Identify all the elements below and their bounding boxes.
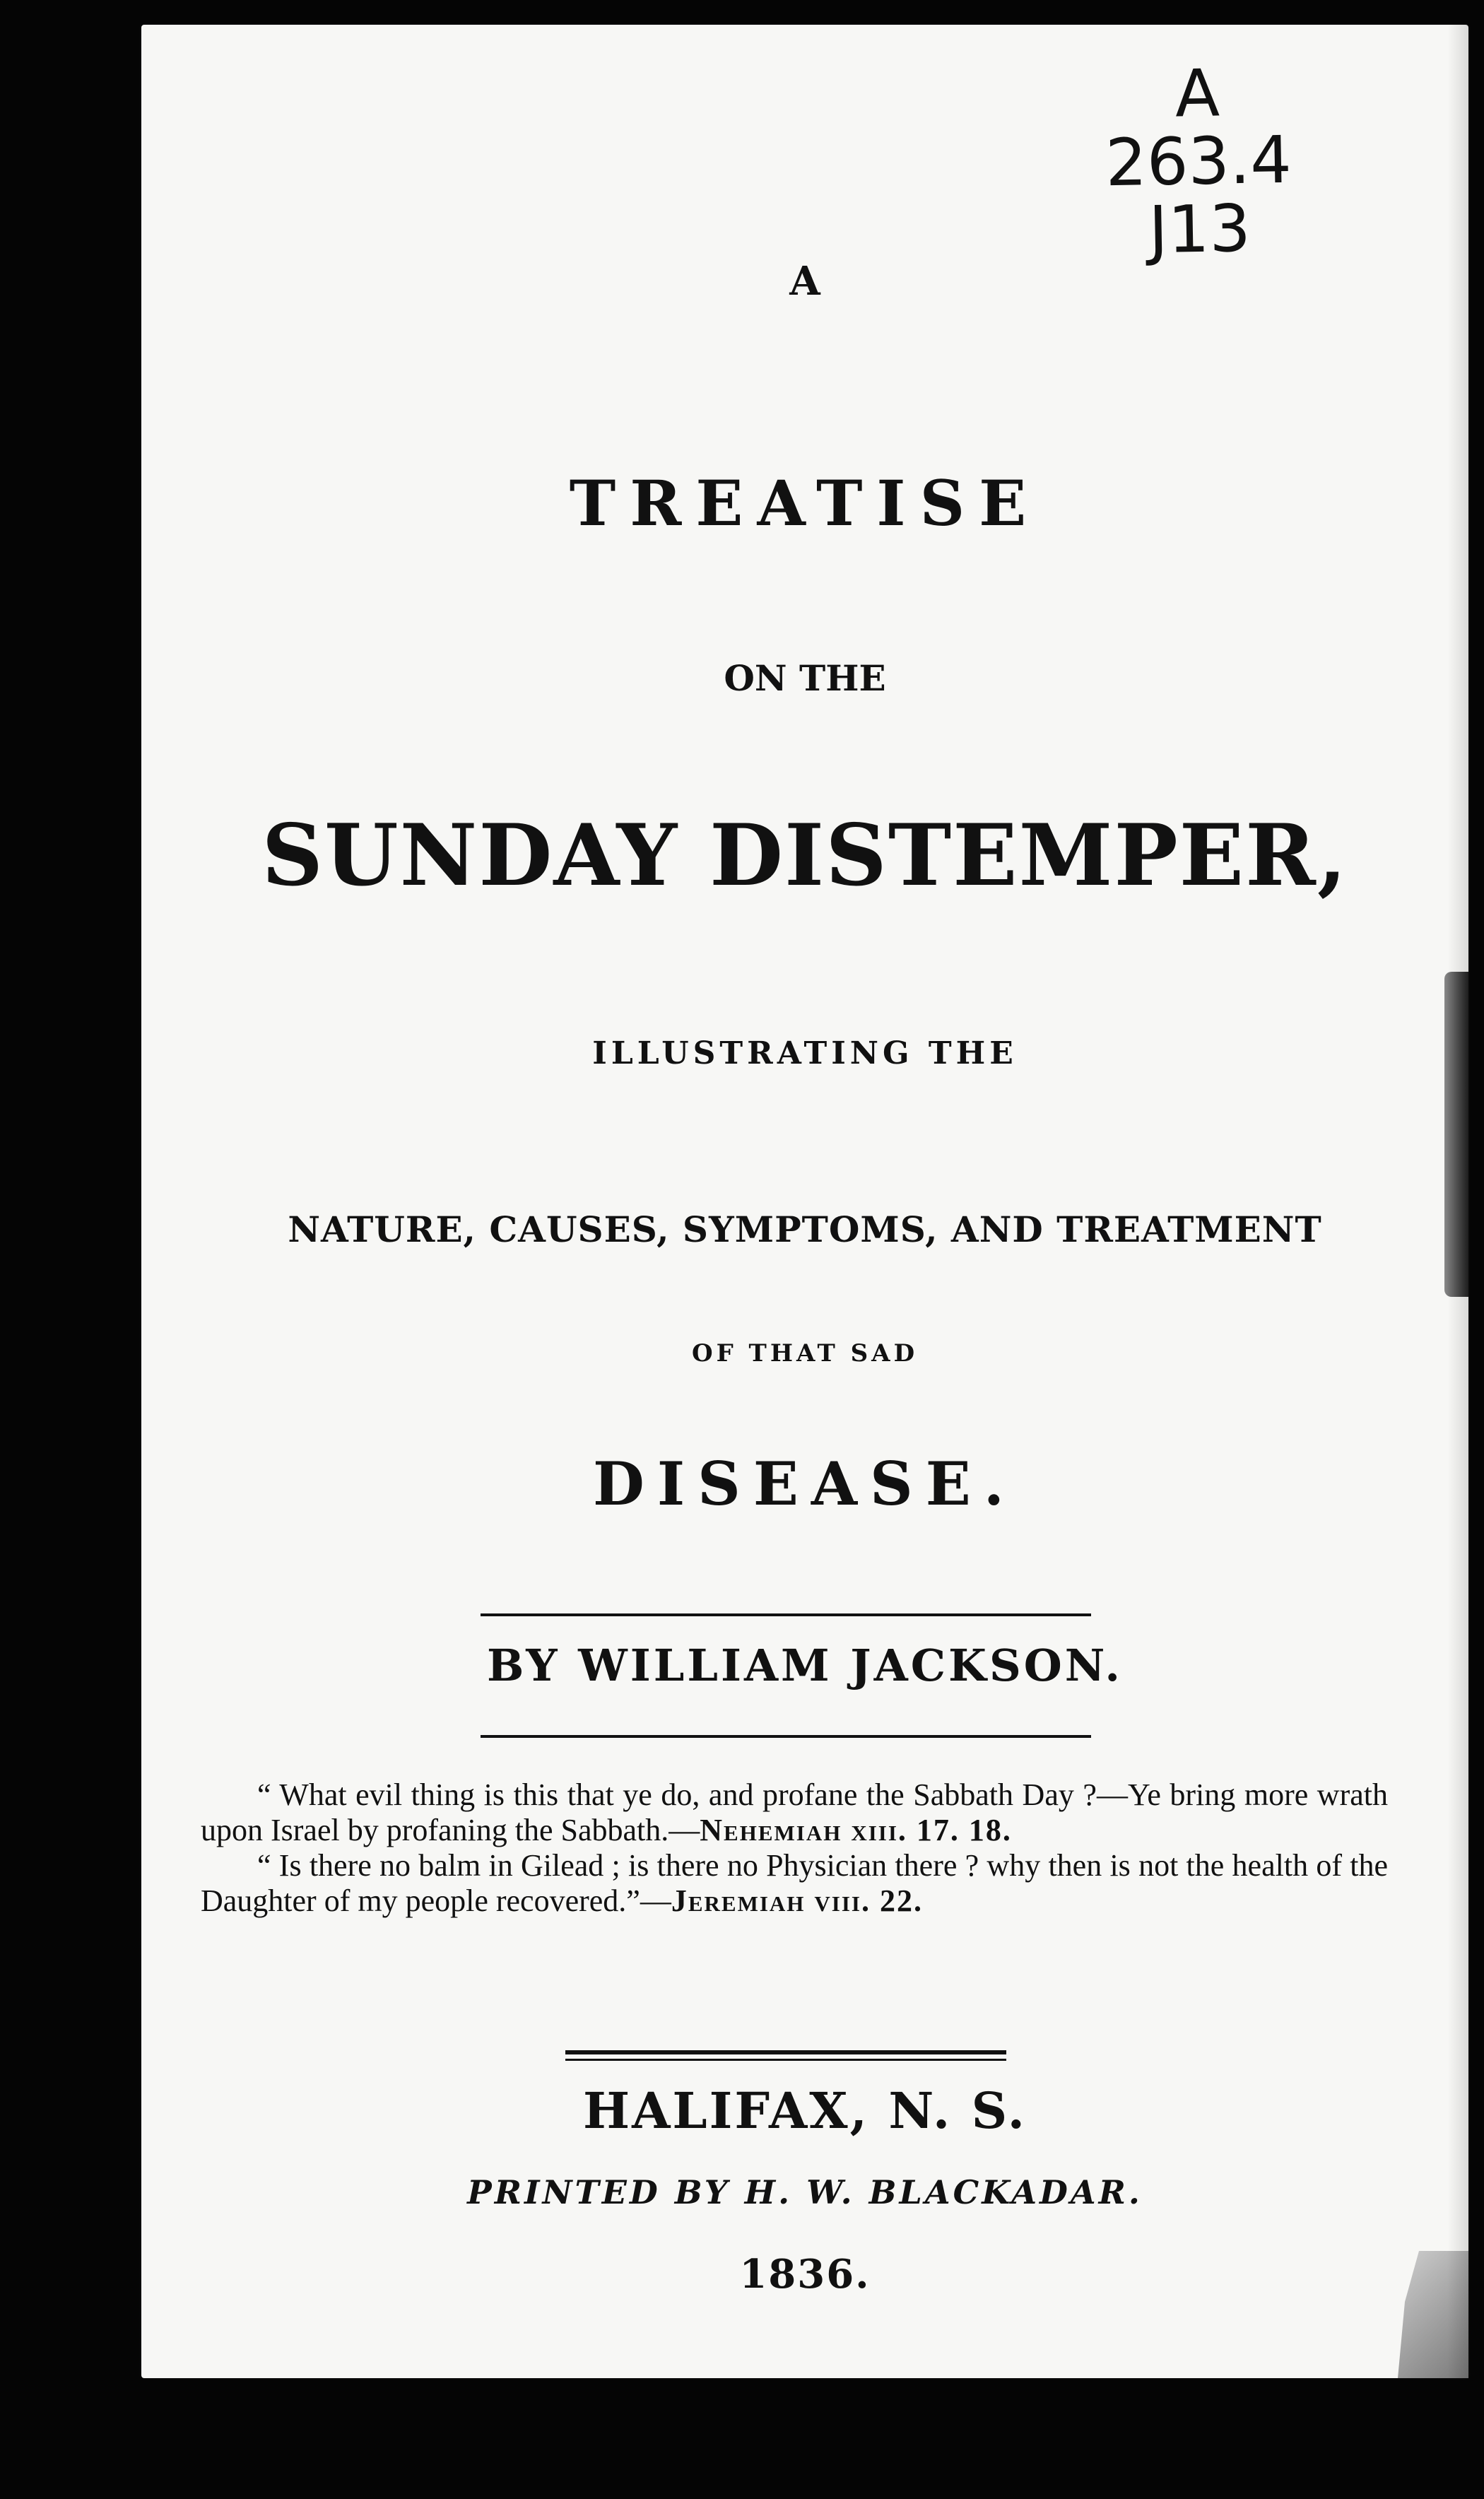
epigraph-1 — [201, 1777, 1388, 1848]
title-page — [141, 25, 1468, 2378]
epigraph-1-citation: Nehemiah xiii. 17. 18. — [700, 1813, 1012, 1847]
call-number — [1035, 55, 1363, 269]
rule-below-author — [481, 1735, 1091, 1738]
author-line: BY WILLIAM JACKSON. — [486, 1640, 1124, 1691]
title-treatise: TREATISE — [569, 466, 1041, 540]
epigraph-1-text: “ What evil thing is this that ye do, and profane the Sabbath Day ?—Ye bring more wrath upon Israel by profaning the Sabbath.— — [201, 1777, 1388, 1847]
double-rule-bottom — [565, 2059, 1006, 2061]
subtitle: NATURE, CAUSES, SYMPTOMS, AND TREATMENT — [288, 1209, 1322, 1250]
call-number-line-3: J13 — [1148, 190, 1252, 269]
imprint-printer: PRINTED BY H. W. BLACKADAR. — [467, 2173, 1143, 2211]
title-of-that-sad: OF THAT SAD — [691, 1339, 919, 1368]
main-title: SUNDAY DISTEMPER, — [261, 806, 1348, 905]
epigraph-2-citation: Jeremiah viii. 22. — [671, 1883, 923, 1918]
title-article: A — [789, 258, 820, 305]
imprint-year: 1836. — [739, 2251, 871, 2298]
call-number-line-2: 263.4 — [1105, 122, 1292, 201]
page-edge-mark — [1444, 972, 1468, 1297]
rule-above-author — [481, 1613, 1091, 1616]
epigraph-2-text: “ Is there no balm in Gilead ; is there no Physician there ? why then is not the health of the Daughter of my people recovered.”— — [201, 1848, 1388, 1918]
call-number-line-1: A — [1174, 55, 1220, 132]
epigraph-2 — [201, 1848, 1388, 1919]
title-illustrating: ILLUSTRATING THE — [592, 1035, 1018, 1071]
double-rule-top — [565, 2050, 1006, 2054]
title-disease: DISEASE. — [593, 1449, 1017, 1519]
imprint-place: HALIFAX, N. S. — [582, 2081, 1027, 2140]
title-on-the: ON THE — [724, 657, 886, 699]
epigraph-block — [201, 1777, 1388, 1919]
